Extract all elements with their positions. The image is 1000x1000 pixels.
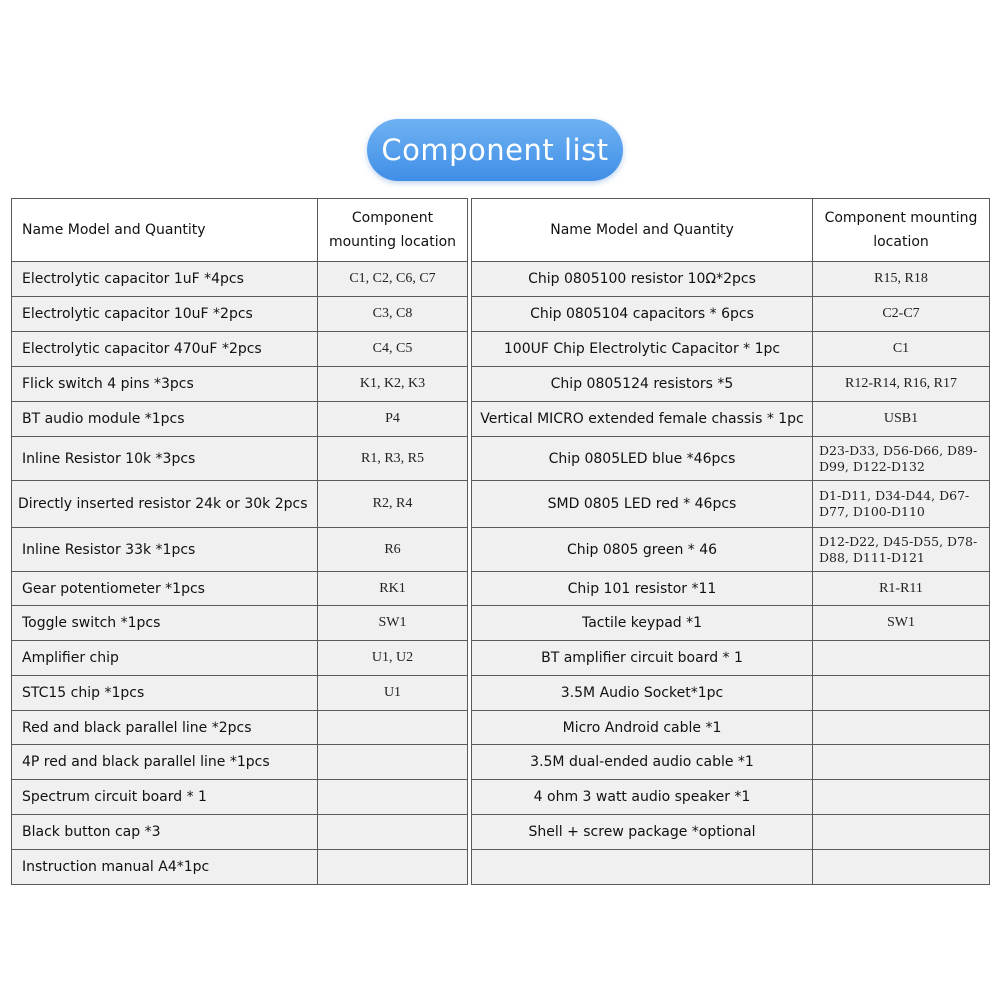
mounting-location xyxy=(813,745,990,780)
table-row xyxy=(472,332,990,367)
mounting-location: R6 xyxy=(318,528,468,572)
table-row xyxy=(12,332,468,367)
table-row xyxy=(12,528,468,572)
component-name: Gear potentiometer *1pcs xyxy=(12,572,318,606)
mounting-location xyxy=(318,850,468,885)
mounting-location: C2-C7 xyxy=(813,297,990,332)
table-row xyxy=(12,367,468,402)
mounting-location: C3, C8 xyxy=(318,297,468,332)
mounting-location xyxy=(813,641,990,676)
table-row xyxy=(12,437,468,481)
component-name: Directly inserted resistor 24k or 30k 2pcs xyxy=(12,481,318,528)
table-row xyxy=(472,606,990,641)
mounting-location: K1, K2, K3 xyxy=(318,367,468,402)
table-row xyxy=(12,606,468,641)
component-name: Flick switch 4 pins *3pcs xyxy=(12,367,318,402)
component-name: 3.5M dual-ended audio cable *1 xyxy=(472,745,813,780)
table-row xyxy=(472,528,990,572)
table-row xyxy=(472,402,990,437)
mounting-location: USB1 xyxy=(813,402,990,437)
mounting-location: SW1 xyxy=(813,606,990,641)
table-row xyxy=(472,850,990,885)
mounting-location: R15, R18 xyxy=(813,262,990,297)
component-name: 4P red and black parallel line *1pcs xyxy=(12,745,318,780)
mounting-location xyxy=(813,780,990,815)
table-row xyxy=(472,641,990,676)
mounting-location xyxy=(813,815,990,850)
header-location: Component mounting location xyxy=(813,199,990,262)
mounting-location: RK1 xyxy=(318,572,468,606)
component-name: Inline Resistor 10k *3pcs xyxy=(12,437,318,481)
mounting-location xyxy=(813,711,990,745)
mounting-location xyxy=(318,711,468,745)
mounting-location xyxy=(318,780,468,815)
component-name xyxy=(472,850,813,885)
header-name: Name Model and Quantity xyxy=(12,199,318,262)
component-name: 4 ohm 3 watt audio speaker *1 xyxy=(472,780,813,815)
table-row xyxy=(472,367,990,402)
table-row xyxy=(12,481,468,528)
table-row xyxy=(472,572,990,606)
title-badge xyxy=(367,119,623,181)
component-name: Electrolytic capacitor 10uF *2pcs xyxy=(12,297,318,332)
table-row xyxy=(472,780,990,815)
component-name: Chip 0805 green * 46 xyxy=(472,528,813,572)
component-name: Spectrum circuit board * 1 xyxy=(12,780,318,815)
component-name: STC15 chip *1pcs xyxy=(12,676,318,711)
table-row xyxy=(12,297,468,332)
table-row xyxy=(12,676,468,711)
component-name: Chip 0805104 capacitors * 6pcs xyxy=(472,297,813,332)
mounting-location: C4, C5 xyxy=(318,332,468,367)
table-row xyxy=(12,641,468,676)
component-name: Black button cap *3 xyxy=(12,815,318,850)
mounting-location: U1 xyxy=(318,676,468,711)
component-name: Electrolytic capacitor 470uF *2pcs xyxy=(12,332,318,367)
component-name: BT audio module *1pcs xyxy=(12,402,318,437)
mounting-location xyxy=(813,850,990,885)
mounting-location: R1, R3, R5 xyxy=(318,437,468,481)
table-row xyxy=(472,437,990,481)
mounting-location: U1, U2 xyxy=(318,641,468,676)
table-row xyxy=(12,745,468,780)
mounting-location: R2, R4 xyxy=(318,481,468,528)
mounting-location xyxy=(318,745,468,780)
table-row xyxy=(12,850,468,885)
component-name: BT amplifier circuit board * 1 xyxy=(472,641,813,676)
component-name: Micro Android cable *1 xyxy=(472,711,813,745)
component-name: 100UF Chip Electrolytic Capacitor * 1pc xyxy=(472,332,813,367)
table-row xyxy=(472,262,990,297)
component-name: Chip 0805124 resistors *5 xyxy=(472,367,813,402)
component-name: Red and black parallel line *2pcs xyxy=(12,711,318,745)
mounting-location: D12-D22, D45-D55, D78-D88, D111-D121 xyxy=(813,528,990,572)
table-row xyxy=(12,262,468,297)
table-row xyxy=(472,711,990,745)
component-name: 3.5M Audio Socket*1pc xyxy=(472,676,813,711)
component-name: Chip 0805100 resistor 10Ω*2pcs xyxy=(472,262,813,297)
component-name: Toggle switch *1pcs xyxy=(12,606,318,641)
table-row xyxy=(472,676,990,711)
table-row xyxy=(12,402,468,437)
mounting-location: SW1 xyxy=(318,606,468,641)
mounting-location: D1-D11, D34-D44, D67-D77, D100-D110 xyxy=(813,481,990,528)
component-name: SMD 0805 LED red * 46pcs xyxy=(472,481,813,528)
component-table-right xyxy=(471,198,990,885)
mounting-location: C1 xyxy=(813,332,990,367)
table-header-row xyxy=(12,199,468,262)
mounting-location: P4 xyxy=(318,402,468,437)
mounting-location: D23-D33, D56-D66, D89-D99, D122-D132 xyxy=(813,437,990,481)
header-name: Name Model and Quantity xyxy=(472,199,813,262)
mounting-location: C1, C2, C6, C7 xyxy=(318,262,468,297)
mounting-location: R1-R11 xyxy=(813,572,990,606)
component-name: Vertical MICRO extended female chassis * 1pc xyxy=(472,402,813,437)
header-location: Component mounting location xyxy=(318,199,468,262)
mounting-location: R12-R14, R16, R17 xyxy=(813,367,990,402)
mounting-location xyxy=(318,815,468,850)
component-name: Chip 101 resistor *11 xyxy=(472,572,813,606)
component-name: Shell + screw package *optional xyxy=(472,815,813,850)
table-row xyxy=(12,815,468,850)
table-row xyxy=(472,481,990,528)
table-header-row xyxy=(472,199,990,262)
mounting-location xyxy=(813,676,990,711)
component-name: Inline Resistor 33k *1pcs xyxy=(12,528,318,572)
component-name: Tactile keypad *1 xyxy=(472,606,813,641)
table-row xyxy=(12,780,468,815)
table-row xyxy=(472,745,990,780)
component-name: Electrolytic capacitor 1uF *4pcs xyxy=(12,262,318,297)
component-name: Amplifier chip xyxy=(12,641,318,676)
table-row xyxy=(12,572,468,606)
component-table-left xyxy=(11,198,468,885)
component-name: Instruction manual A4*1pc xyxy=(12,850,318,885)
page-title: Component list xyxy=(381,133,609,167)
table-row xyxy=(472,815,990,850)
table-row xyxy=(472,297,990,332)
table-row xyxy=(12,711,468,745)
component-name: Chip 0805LED blue *46pcs xyxy=(472,437,813,481)
